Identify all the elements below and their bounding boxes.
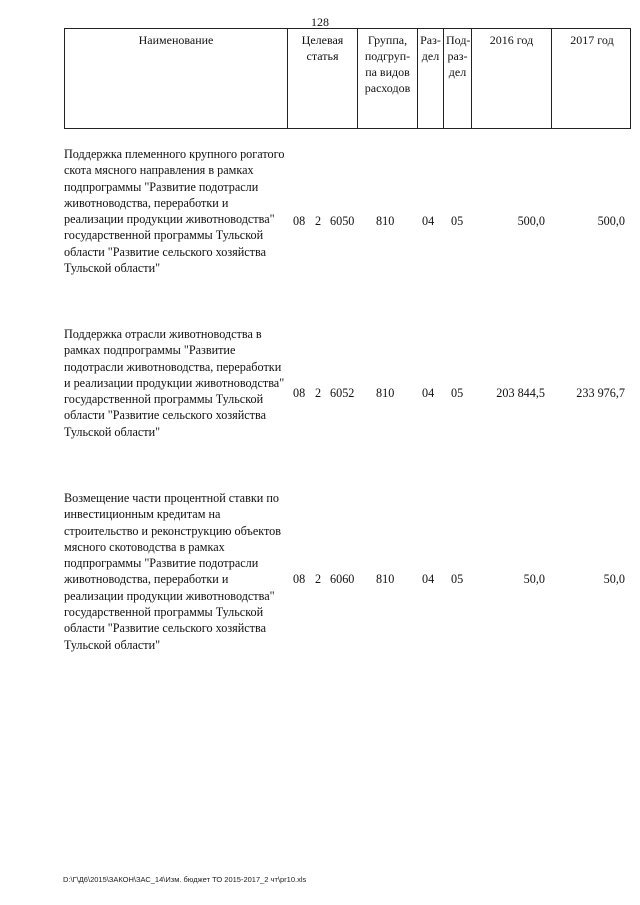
header-2017: 2017 год [551, 29, 632, 128]
cell-target-part-1: 08 [293, 572, 306, 586]
row-name: Поддержка племенного крупного рогатого скота мясного направления в рамках подпрограммы "Развитие подотрасли животноводства, переработки и реализации продукции животноводства" государственной программы Тульской области "Развитие сельского хозяйства Тульской области" [64, 147, 285, 276]
table-row [64, 490, 631, 670]
cell-target-part-2: 2 [315, 572, 322, 586]
cell-expense-group: 810 [376, 214, 395, 228]
cell-2016: 203 844,5 [496, 386, 545, 400]
row-name: Возмещение части процентной ставки по инвестиционным кредитам на строительство и реконструкцию объектов мясного скотоводства в рамках подпрограммы "Развитие подотрасли животноводства, переработки и реализации продукции животноводства" государственной программы Тульской области "Развитие сельского хозяйства Тульской области" [64, 491, 282, 652]
cell-razdel: 04 [422, 386, 435, 400]
cell-2017: 50,0 [603, 572, 625, 586]
cell-target-part-3: 6060 [330, 572, 355, 586]
header-podrazdel: Под-раз-дел [443, 29, 471, 128]
cell-2017: 500,0 [597, 214, 625, 228]
page-number: 128 [311, 15, 329, 29]
header-name: Наименование [138, 33, 214, 47]
cell-podrazdel: 05 [451, 386, 464, 400]
table-row [64, 326, 631, 461]
table-row [64, 146, 631, 291]
header-razdel: Раз-дел [417, 29, 443, 128]
cell-expense-group: 810 [376, 386, 395, 400]
cell-razdel: 04 [422, 214, 435, 228]
header-target-article: Целевая статья [287, 29, 357, 128]
header-2016: 2016 год [471, 29, 551, 128]
file-path-footer: D:\Г\Д6\2015\ЗАКОН\ЗАС_14\Изм. бюджет ТО 2015-2017_2 чт\pr10.xls [63, 875, 307, 884]
cell-razdel: 04 [422, 572, 435, 586]
row-name: Поддержка отрасли животноводства в рамках подпрограммы "Развитие подотрасли животноводства, переработки и реализации продукции животноводства" государственной программы Тульской области "Развитие сельского хозяйства Тульской области" [64, 327, 285, 439]
cell-target-part-1: 08 [293, 386, 306, 400]
cell-target-part-3: 6052 [330, 386, 355, 400]
header-expense-group: Группа, подгруп-па видов расходов [357, 29, 417, 128]
cell-2016: 500,0 [517, 214, 545, 228]
cell-podrazdel: 05 [451, 214, 464, 228]
cell-target-part-2: 2 [315, 214, 322, 228]
cell-expense-group: 810 [376, 572, 395, 586]
cell-2016: 50,0 [523, 572, 545, 586]
cell-2017: 233 976,7 [576, 386, 625, 400]
cell-target-part-1: 08 [293, 214, 306, 228]
cell-target-part-3: 6050 [330, 214, 355, 228]
table-header [64, 28, 631, 129]
cell-podrazdel: 05 [451, 572, 464, 586]
cell-target-part-2: 2 [315, 386, 322, 400]
